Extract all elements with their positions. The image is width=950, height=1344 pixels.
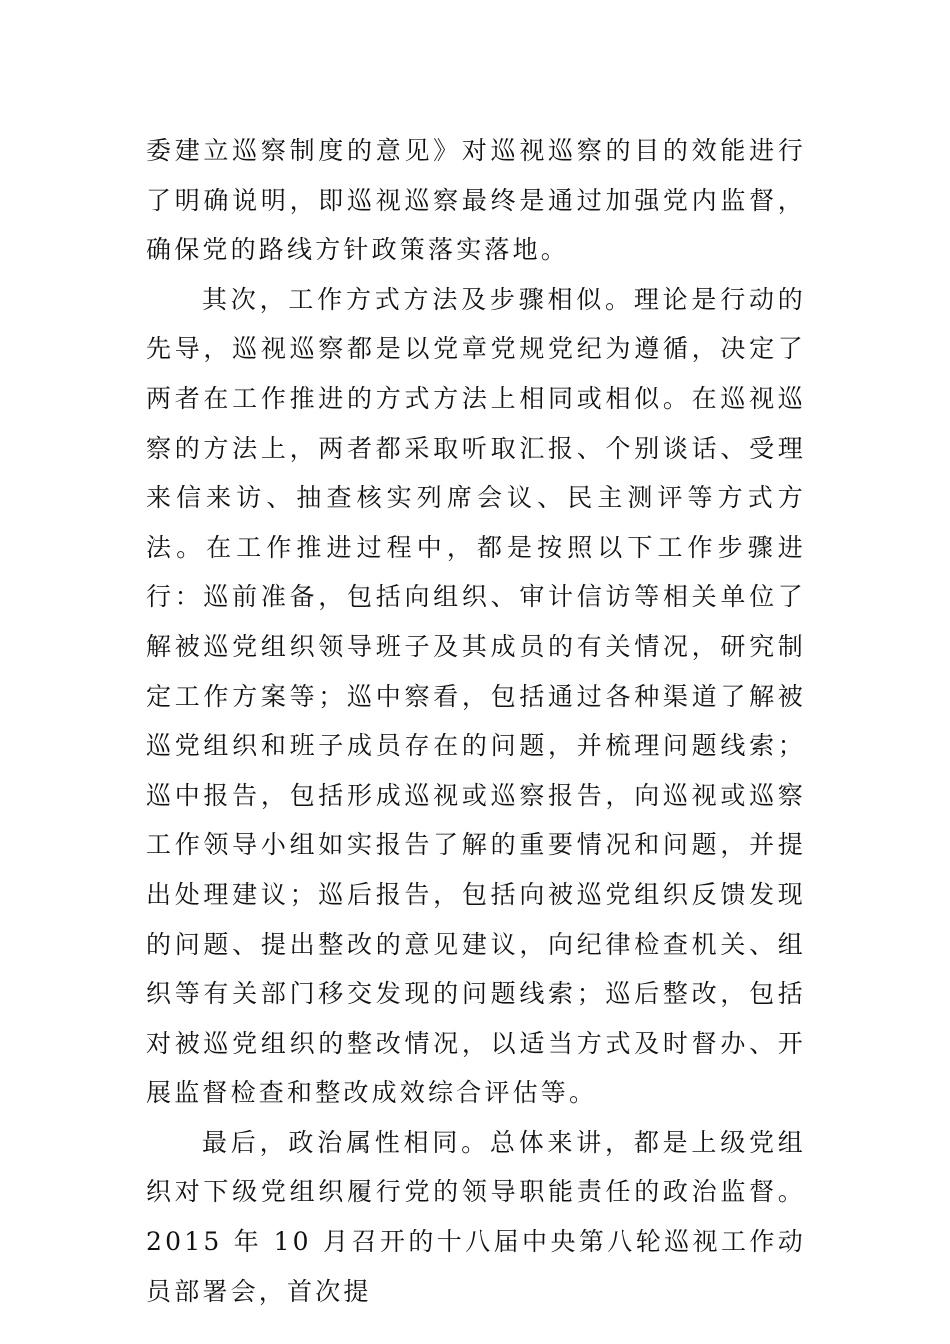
body-text: [146, 126, 806, 1316]
paragraph-political-attribute: 最后，政治属性相同。总体来讲，都是上级党组织对下级党组织履行党的领导职能责任的政治监督。2015 年 10 月召开的十八届中央第八轮巡视工作动员部署会，首次提: [146, 1127, 806, 1306]
paragraph-second-similarity: 其次，工作方式方法及步骤相似。理论是行动的先导，巡视巡察都是以党章党规党纪为遵循，决定了两者在工作推进的方式方法上相同或相似。在巡视巡察的方法上，两者都采取听取汇报、个别谈话、受理来信来访、抽查核实列席会议、民主测评等方式方法。在工作推进过程中，都是按照以下工作步骤进行：巡前准备，包括向组织、审计信访等相关单位了解被巡党组织领导班子及其成员的有关情况，研究制定工作方案等；巡中察看，包括通过各种渠道了解被巡党组织和班子成员存在的问题，并梳理问题线索；巡中报告，包括形成巡视或巡察报告，向巡视或巡察工作领导小组如实报告了解的重要情况和问题，并提出处理建议；巡后报告，包括向被巡党组织反馈发现的问题、提出整改的意见建议，向纪律检查机关、组织等有关部门移交发现的问题线索；巡后整改，包括对被巡党组织的整改情况，以适当方式及时督办、开展监督检查和整改成效综合评估等。: [146, 284, 806, 1108]
paragraph-continued: 委建立巡察制度的意见》对巡视巡察的目的效能进行了明确说明，即巡视巡察最终是通过加强党内监督，确保党的路线方针政策落实落地。: [146, 136, 806, 265]
